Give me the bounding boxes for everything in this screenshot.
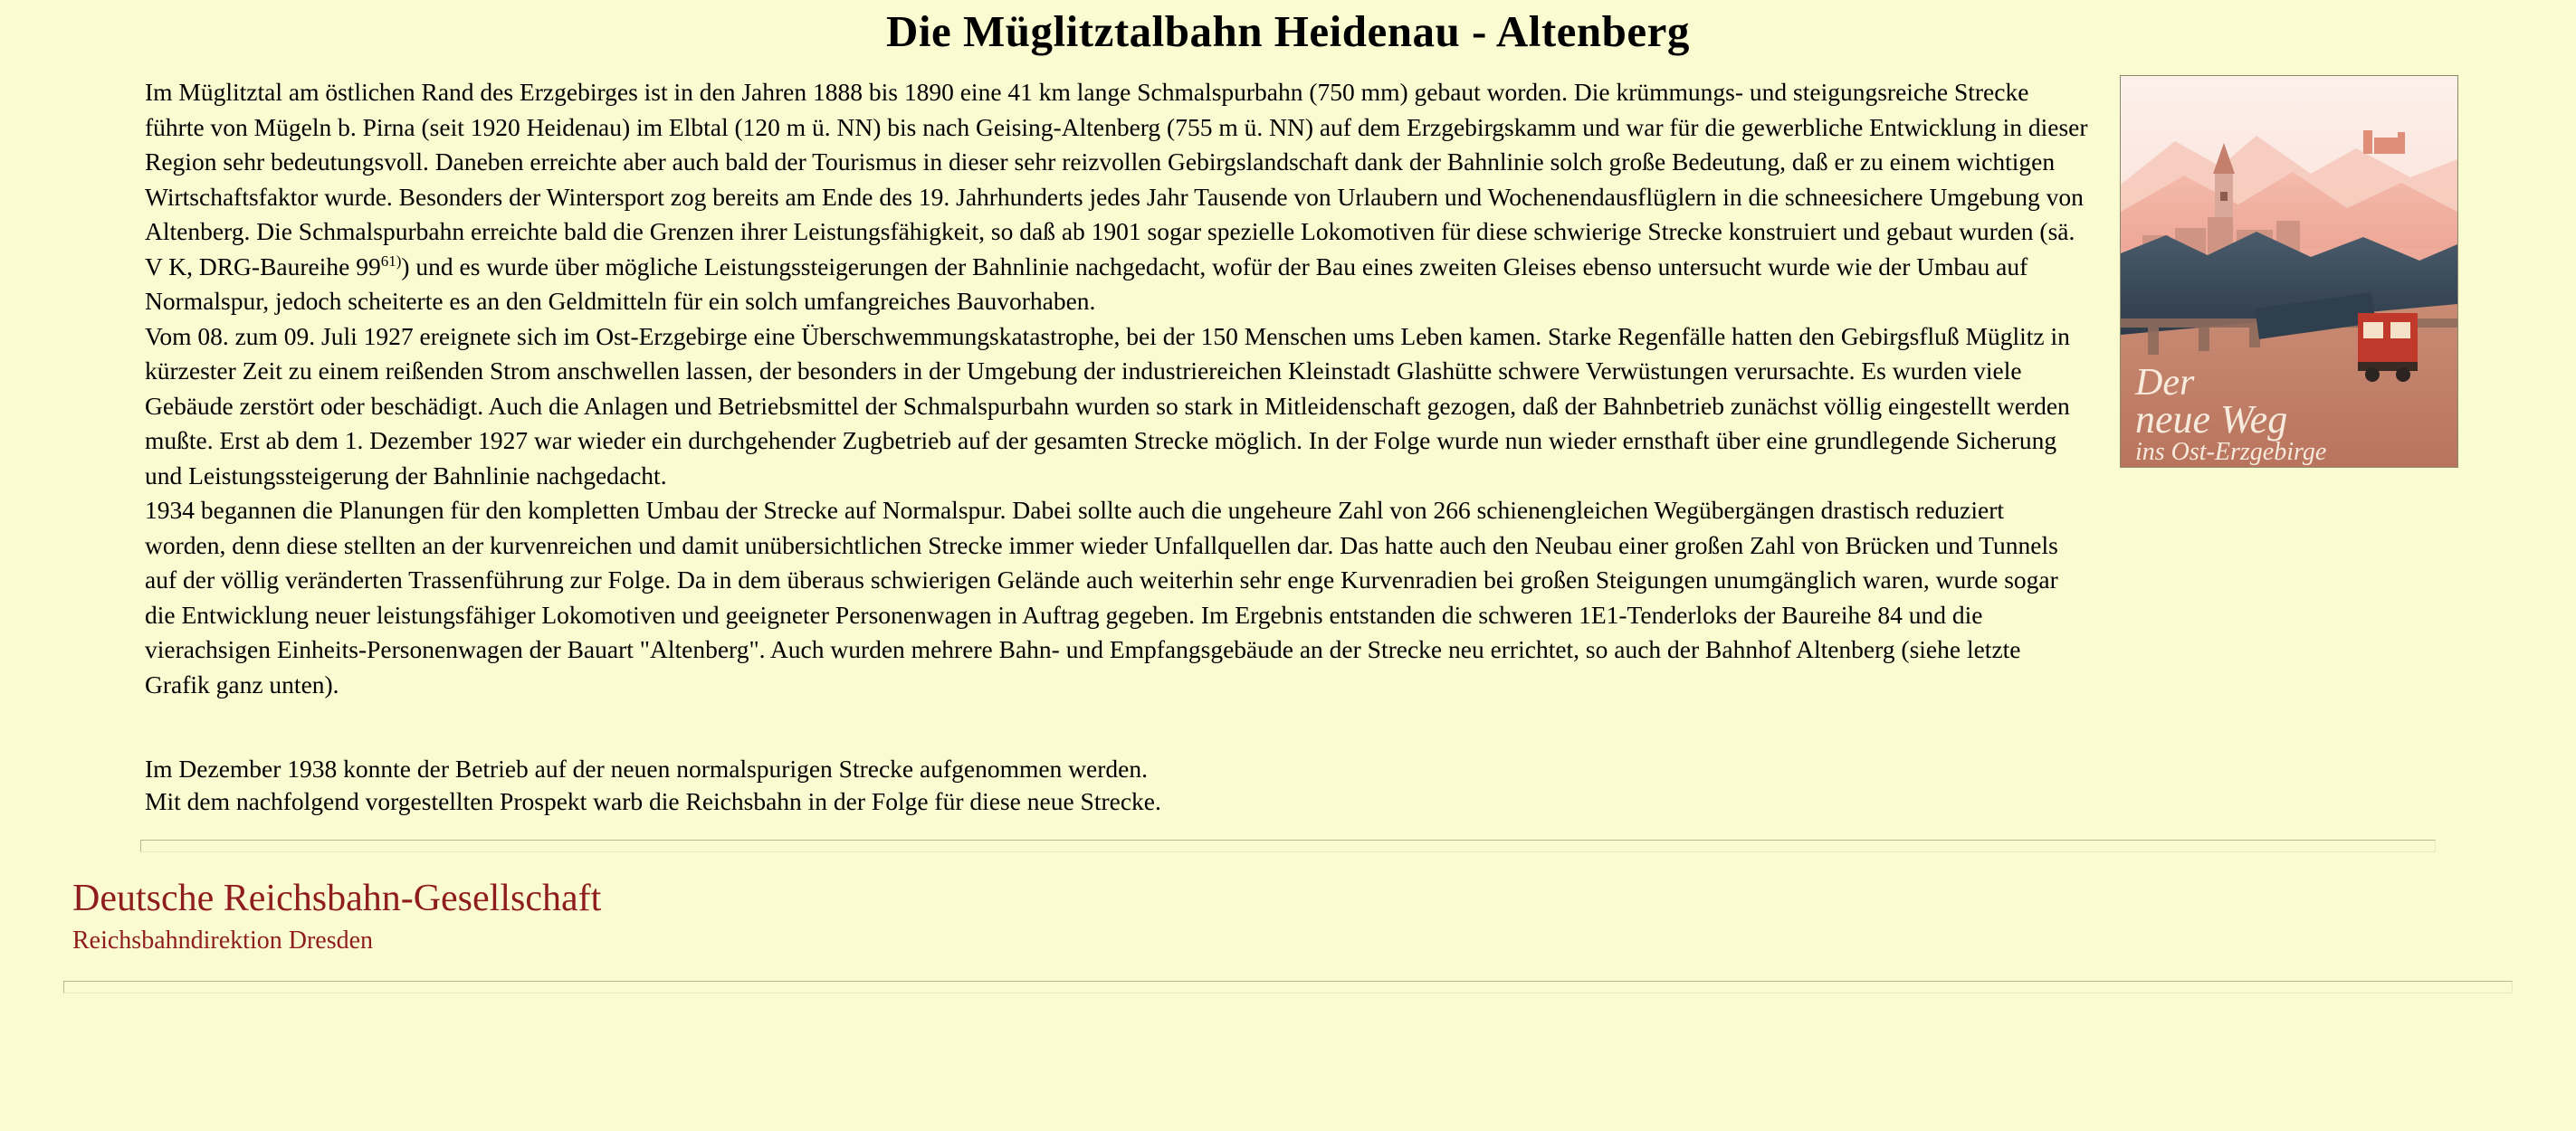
- railway-company-name: Deutsche Reichsbahn-Gesellschaft: [72, 878, 602, 919]
- closing-line-1: Im Dezember 1938 konnte der Betrieb auf der neuen normalspurigen Strecke aufgenommen werden.: [145, 755, 1148, 783]
- svg-text:Der: Der: [2135, 362, 2195, 404]
- paragraph-2: Vom 08. zum 09. Juli 1927 ereignete sich im Ost-Erzgebirge eine Überschwemmungskatastrophe, bei der 150 Menschen ums Leben kamen. Starke Regenfälle hatten den Gebirgsfluß Müglitz in kürzester Zeit zu einem reißenden Strom anschwellen lassen, der besonders in der Umgebung der industriereichen Kleinstadt Glashütte schwere Verwüstungen verursachte. Es wurden viele Gebäude zerstört oder beschädigt. Auch die Anlagen und Betriebsmittel der Schmalspurbahn wurden so stark in Mitleidenschaft gezogen, daß der Bahnbetrieb zunächst völlig eingestellt werden mußte. Erst ab dem 1. Dezember 1927 war wieder ein durchgehender Zugbetrieb auf der gesamten Strecke möglich. In der Folge wurde nun wieder ernsthaft über eine grundlegende Sicherung und Leistungssteigerung der Bahnlinie nachgedacht.: [145, 321, 2070, 489]
- closing-line-2: Mit dem nachfolgend vorgestellten Prospekt warb die Reichsbahn in der Folge für diese neue Strecke.: [145, 787, 1161, 815]
- horizontal-rule-bottom: [63, 981, 2513, 993]
- poster-image: [2120, 75, 2458, 468]
- poster-illustration: [2121, 76, 2457, 467]
- horizontal-rule-top: [140, 840, 2436, 852]
- svg-text:ins Ost-Erzgebirge: ins Ost-Erzgebirge: [2135, 438, 2327, 466]
- content-area: [0, 75, 2576, 702]
- page-title: Die Müglitztalbahn Heidenau - Altenberg: [886, 6, 1690, 56]
- paragraph-1-text: Im Müglitztal am östlichen Rand des Erzgebirges ist in den Jahren 1888 bis 1890 eine 41 km lange Schmalspurbahn (750 mm) gebaut worden. Die krümmungs- und steigungsreiche Strecke führte von Mügeln b. Pirna (seit 1920 Heidenau) im Elbtal (120 m ü. NN) bis nach Geising-Altenberg (755 m ü. NN) auf dem Erzgebirgskamm und war für die gewerbliche Entwicklung in dieser Region sehr bedeutungsvoll. Daneben erreichte aber auch bald der Tourismus in dieser sehr reizvollen Gebirgslandschaft dank der Bahnlinie solch große Bedeutung, daß er zu einem wichtigen Wirtschaftsfaktor wurde. Besonders der Wintersport zog bereits am Ende des 19. Jahrhunderts jedes Jahr Tausende von Urlaubern und Wochenendausflüglern in die schneesichere Umgebung von Altenberg. Die Schmalspurbahn erreichte bald die Grenzen ihrer Leistungsfähigkeit, so daß ab 1901 sogar spezielle Lokomotiven für diese schwierige Strecke konstruiert und gebaut wurden (sä. V K, DRG-Baureihe 99: [145, 78, 2088, 280]
- article-body: [145, 75, 2089, 702]
- divider-bottom-wrap: [63, 981, 2513, 993]
- footnote-marker: 61): [380, 252, 402, 270]
- railway-division-name: Reichsbahndirektion Dresden: [72, 927, 374, 955]
- closing-text: [0, 753, 2576, 818]
- svg-text:neue Weg: neue Weg: [2135, 397, 2288, 442]
- railway-company-block: [0, 878, 2576, 955]
- divider-top-wrap: [140, 840, 2436, 852]
- paragraph-1-tail: ) und es wurde über mögliche Leistungssteigerungen der Bahnlinie nachgedacht, wofür der Bau eines zweiten Gleises ebenso untersucht wurde wie der Umbau auf Normalspur, jedoch scheiterte es an den Geldmitteln für ein solch umfangreiches Bauvorhaben.: [145, 252, 2028, 315]
- paragraph-3: 1934 begannen die Planungen für den kompletten Umbau der Strecke auf Normalspur. Dabei sollte auch die ungeheure Zahl von 266 schienengleichen Wegübergängen drastisch reduziert worden, denn diese stellten an der kurvenreichen und damit unübersichtlichen Strecke immer wieder Unfallquellen dar. Das hatte auch den Neubau einer großen Zahl von Brücken und Tunnels auf der völlig veränderten Trassenführung zur Folge. Da in dem überaus schwierigen Gelände auch weiterhin sehr enge Kurvenradien bei großen Steigungen unumgänglich waren, wurde sogar die Entwicklung neuer leistungsfähiger Lokomotiven und geeigneter Personenwagen in Auftrag gegeben. Im Ergebnis entstanden die schweren 1E1-Tenderloks der Baureihe 84 und die vierachsigen Einheits-Personenwagen der Bauart "Altenberg". Auch wurden mehrere Bahn- und Empfangsgebäude an der Strecke neu errichtet, so auch der Bahnhof Altenberg (siehe letzte Grafik ganz unten).: [145, 496, 2058, 699]
- paragraph-1: [145, 75, 2089, 319]
